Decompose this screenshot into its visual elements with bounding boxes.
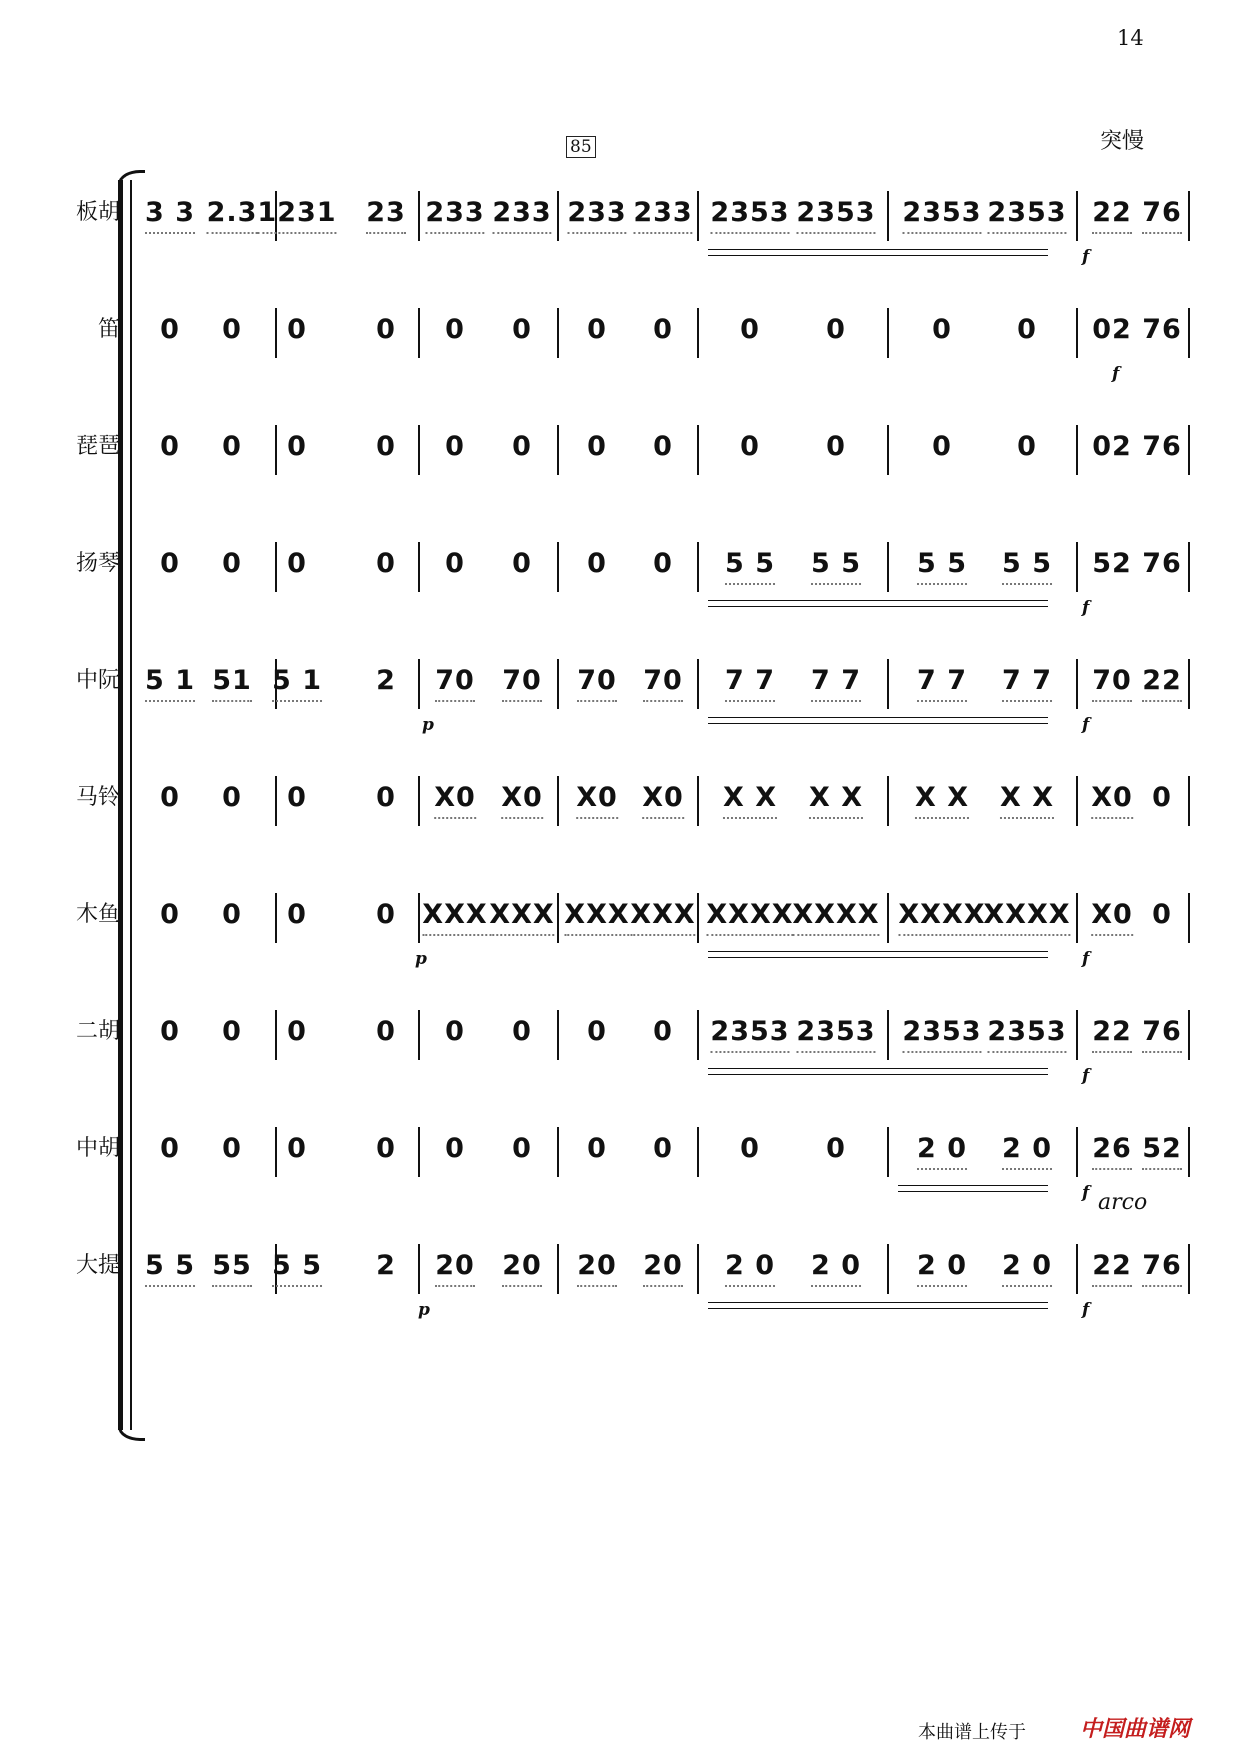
barline [887, 1244, 889, 1294]
note-group: 0 [376, 314, 396, 345]
barline [275, 1127, 277, 1177]
dynamic-mark: p [418, 1300, 430, 1320]
note-group: 20 [577, 1248, 617, 1287]
note-group: 70 [435, 663, 475, 702]
note-group: X0 [642, 780, 684, 819]
note-group: 0 [826, 431, 846, 462]
note-group: 1231 [257, 195, 336, 234]
note-group: 0 [160, 899, 180, 930]
staff [0, 506, 1240, 626]
note-group: 0 [287, 314, 307, 345]
note-group: 0 [160, 1133, 180, 1164]
note-group: 0 [1017, 431, 1037, 462]
note-group: 233 [567, 195, 626, 234]
note-group: 20 [502, 1248, 542, 1287]
note-group: 2353 [710, 1014, 789, 1053]
bracket-bottom-hook [118, 1420, 145, 1441]
barline [887, 776, 889, 826]
note-group: 0 [222, 431, 242, 462]
note-group: 0 [587, 1016, 607, 1047]
note-group: X0 [576, 780, 618, 819]
note-group: 2353 [987, 195, 1066, 234]
note-group: 2 0 [1002, 1131, 1052, 1170]
barline [1188, 893, 1190, 943]
note-group: 2 0 [1002, 1248, 1052, 1287]
dynamic-mark: f [1082, 247, 1090, 267]
note-group: 0 [587, 1133, 607, 1164]
barline [557, 308, 559, 358]
note-group: 22 [1092, 1248, 1132, 1287]
barline [1188, 191, 1190, 241]
note-group: 5 1 [272, 663, 322, 702]
barline [418, 1244, 420, 1294]
barline [1076, 1244, 1078, 1294]
barline [887, 659, 889, 709]
barline [887, 1127, 889, 1177]
barline [1188, 776, 1190, 826]
note-group: X0 [434, 780, 476, 819]
note-group: 0 [653, 548, 673, 579]
note-group: 2353 [796, 1014, 875, 1053]
note-group: 0 [160, 782, 180, 813]
note-group: 0 [160, 548, 180, 579]
note-group: 0 [287, 431, 307, 462]
barline [1076, 1127, 1078, 1177]
note-group: 0 [512, 314, 532, 345]
note-group: 70 [577, 663, 617, 702]
note-group: 2353 [902, 195, 981, 234]
barline [697, 308, 699, 358]
note-group: 0 [740, 1133, 760, 1164]
note-group: 2353 [796, 195, 875, 234]
note-group: 3 3 [145, 195, 195, 234]
note-group: 76 [1142, 1014, 1182, 1053]
note-group: 20 [435, 1248, 475, 1287]
note-group: 02 [1092, 431, 1132, 462]
note-group: 233 [425, 195, 484, 234]
dynamic-mark: f [1082, 1300, 1090, 1320]
note-group: 0 [1152, 899, 1172, 930]
note-group: 5 5 [145, 1248, 195, 1287]
barline [697, 542, 699, 592]
barline [557, 425, 559, 475]
note-group: 0 [287, 899, 307, 930]
note-group: 76 [1142, 548, 1182, 579]
note-group: 55 [212, 1248, 252, 1287]
note-group: 2 [376, 665, 396, 696]
barline [557, 659, 559, 709]
barline [418, 542, 420, 592]
note-group: 5 5 [1002, 546, 1052, 585]
barline [697, 1127, 699, 1177]
note-group: 0 [222, 548, 242, 579]
barline [418, 1127, 420, 1177]
barline [887, 425, 889, 475]
barline [1076, 425, 1078, 475]
dynamic-mark: f [1112, 364, 1120, 384]
barline [1188, 1010, 1190, 1060]
note-group: 0 [653, 1016, 673, 1047]
barline [697, 776, 699, 826]
note-group: 0 [222, 314, 242, 345]
instrument-name: 中阮 [75, 668, 120, 693]
note-group: 2 0 [725, 1248, 775, 1287]
staff [0, 1091, 1240, 1211]
tempo-mark: 突慢 [1100, 129, 1145, 154]
barline [887, 1010, 889, 1060]
barline [557, 542, 559, 592]
barline [557, 1127, 559, 1177]
barline [418, 425, 420, 475]
articulation-mark: arco [1098, 1190, 1148, 1215]
note-group: 76 [1142, 195, 1182, 234]
note-group: 76 [1142, 314, 1182, 345]
site-logo: 中国曲谱网 [1080, 1717, 1191, 1742]
note-group: 0 [826, 1133, 846, 1164]
note-group: 22 [1092, 195, 1132, 234]
staff [0, 857, 1240, 977]
note-group: 76 [1142, 431, 1182, 462]
dynamic-mark: f [1082, 715, 1090, 735]
note-group: 0 [287, 1133, 307, 1164]
instrument-name: 板胡 [75, 200, 120, 225]
note-group: 5 5 [272, 1248, 322, 1287]
note-group: 0 [376, 431, 396, 462]
note-group: 7 7 [811, 663, 861, 702]
note-group: XXXX [898, 897, 985, 936]
note-group: 7 7 [1002, 663, 1052, 702]
note-group: 0 [222, 782, 242, 813]
note-group: X0 [1091, 897, 1133, 936]
note-group: 22 [1092, 1014, 1132, 1053]
note-group: 70 [1092, 663, 1132, 702]
note-group: 0 [287, 548, 307, 579]
note-group: 0 [512, 431, 532, 462]
note-group: 2 0 [917, 1248, 967, 1287]
note-group: 26 [1092, 1131, 1132, 1170]
note-group: XXXX [706, 897, 793, 936]
note-group: XXX [564, 897, 629, 936]
note-group: 233 [492, 195, 551, 234]
staff [0, 389, 1240, 509]
note-group: 5 5 [917, 546, 967, 585]
barline [418, 191, 420, 241]
note-group: 0 [740, 431, 760, 462]
staff [0, 1208, 1240, 1328]
barline [1188, 542, 1190, 592]
note-group: X X [809, 780, 863, 819]
staff [0, 623, 1240, 743]
note-group: 0 [445, 431, 465, 462]
barline [887, 893, 889, 943]
barline [697, 1010, 699, 1060]
hairpin [708, 598, 1048, 608]
note-group: XXXX [983, 897, 1070, 936]
footer-text: 本曲谱上传于 [918, 1722, 1026, 1743]
note-group: 20 [643, 1248, 683, 1287]
hairpin [708, 715, 1048, 725]
note-group: 0 [222, 899, 242, 930]
note-group: 0 [512, 548, 532, 579]
barline [887, 308, 889, 358]
note-group: 0 [445, 1016, 465, 1047]
note-group: 0 [932, 314, 952, 345]
barline [1076, 776, 1078, 826]
barline [275, 1010, 277, 1060]
page-number: 14 [1117, 26, 1144, 50]
note-group: 2353 [902, 1014, 981, 1053]
instrument-name: 木鱼 [75, 902, 120, 927]
barline [557, 1244, 559, 1294]
staff [0, 740, 1240, 860]
note-group: 0 [160, 431, 180, 462]
note-group: 0 [222, 1133, 242, 1164]
note-group: 5 5 [811, 546, 861, 585]
note-group: 52 [1092, 548, 1132, 579]
barline [418, 308, 420, 358]
instrument-name: 扬琴 [75, 551, 120, 576]
barline [697, 1244, 699, 1294]
note-group: X X [723, 780, 777, 819]
barline [887, 542, 889, 592]
note-group: 0 [445, 548, 465, 579]
note-group: 02 [1092, 314, 1132, 345]
note-group: 2 0 [811, 1248, 861, 1287]
dynamic-mark: f [1082, 1183, 1090, 1203]
note-group: X X [1000, 780, 1054, 819]
note-group: 0 [653, 431, 673, 462]
barline [1076, 542, 1078, 592]
note-group: 0 [287, 782, 307, 813]
note-group: XXX [630, 897, 695, 936]
instrument-name: 中胡 [75, 1136, 120, 1161]
barline [1188, 425, 1190, 475]
barline [418, 776, 420, 826]
note-group: 2.3 [207, 195, 258, 234]
barline [557, 776, 559, 826]
note-group: 0 [445, 1133, 465, 1164]
barline [1188, 659, 1190, 709]
note-group: 0 [587, 314, 607, 345]
barline [275, 308, 277, 358]
instrument-name: 马铃 [75, 785, 120, 810]
note-group: 5 1 [145, 663, 195, 702]
note-group: 0 [826, 314, 846, 345]
barline [275, 776, 277, 826]
instrument-name: 大提 [75, 1253, 120, 1278]
dynamic-mark: f [1082, 598, 1090, 618]
instrument-name: 笛 [97, 317, 120, 342]
note-group: 23 [366, 195, 406, 234]
barline [275, 542, 277, 592]
barline [418, 1010, 420, 1060]
dynamic-mark: p [422, 715, 434, 735]
note-group: 2353 [987, 1014, 1066, 1053]
note-group: X X [915, 780, 969, 819]
note-group: 0 [512, 1016, 532, 1047]
note-group: 0 [1152, 782, 1172, 813]
note-group: 70 [502, 663, 542, 702]
barline [1076, 191, 1078, 241]
note-group: 0 [160, 314, 180, 345]
instrument-name: 二胡 [75, 1019, 120, 1044]
note-group: 2 0 [917, 1131, 967, 1170]
note-group: X0 [1091, 780, 1133, 819]
dynamic-mark: f [1082, 1066, 1090, 1086]
hairpin [708, 247, 1048, 257]
note-group: 0 [653, 314, 673, 345]
barline [1076, 659, 1078, 709]
note-group: 0 [445, 314, 465, 345]
note-group: 0 [1017, 314, 1037, 345]
barline [697, 191, 699, 241]
barline [697, 893, 699, 943]
note-group: 51 [212, 663, 252, 702]
note-group: XXX [489, 897, 554, 936]
barline [557, 893, 559, 943]
note-group: 0 [376, 548, 396, 579]
note-group: 70 [643, 663, 683, 702]
note-group: 0 [376, 1016, 396, 1047]
dynamic-mark: p [415, 949, 427, 969]
note-group: 0 [287, 1016, 307, 1047]
note-group: 22 [1142, 663, 1182, 702]
barline [1076, 1010, 1078, 1060]
note-group: 0 [587, 548, 607, 579]
dynamic-mark: f [1082, 949, 1090, 969]
hairpin [708, 1300, 1048, 1310]
hairpin [898, 1183, 1048, 1193]
barline [1188, 1244, 1190, 1294]
note-group: 0 [932, 431, 952, 462]
barline [1188, 308, 1190, 358]
note-group: 0 [222, 1016, 242, 1047]
note-group: 0 [740, 314, 760, 345]
instrument-name: 琵琶 [75, 434, 120, 459]
barline [275, 425, 277, 475]
barline [275, 893, 277, 943]
note-group: 5 5 [725, 546, 775, 585]
note-group: 7 7 [725, 663, 775, 702]
barline [418, 659, 420, 709]
staff [0, 272, 1240, 392]
note-group: 2 [376, 1250, 396, 1281]
hairpin [708, 1066, 1048, 1076]
barline [418, 893, 420, 943]
note-group: XXX [422, 897, 487, 936]
note-group: 0 [376, 1133, 396, 1164]
barline [1076, 893, 1078, 943]
barline [697, 659, 699, 709]
note-group: 0 [653, 1133, 673, 1164]
note-group: X0 [501, 780, 543, 819]
staff [0, 974, 1240, 1094]
note-group: 2353 [710, 195, 789, 234]
barline [697, 425, 699, 475]
note-group: 233 [633, 195, 692, 234]
barline [557, 1010, 559, 1060]
staff [0, 155, 1240, 275]
note-group: 52 [1142, 1131, 1182, 1170]
barline [1076, 308, 1078, 358]
barline [557, 191, 559, 241]
note-group: 0 [512, 1133, 532, 1164]
note-group: 0 [376, 782, 396, 813]
hairpin [708, 949, 1048, 959]
note-group: 76 [1142, 1248, 1182, 1287]
note-group: 0 [587, 431, 607, 462]
note-group: XXXX [792, 897, 879, 936]
rehearsal-mark: 85 [566, 136, 596, 158]
barline [1188, 1127, 1190, 1177]
note-group: 0 [376, 899, 396, 930]
barline [887, 191, 889, 241]
note-group: 7 7 [917, 663, 967, 702]
note-group: 0 [160, 1016, 180, 1047]
